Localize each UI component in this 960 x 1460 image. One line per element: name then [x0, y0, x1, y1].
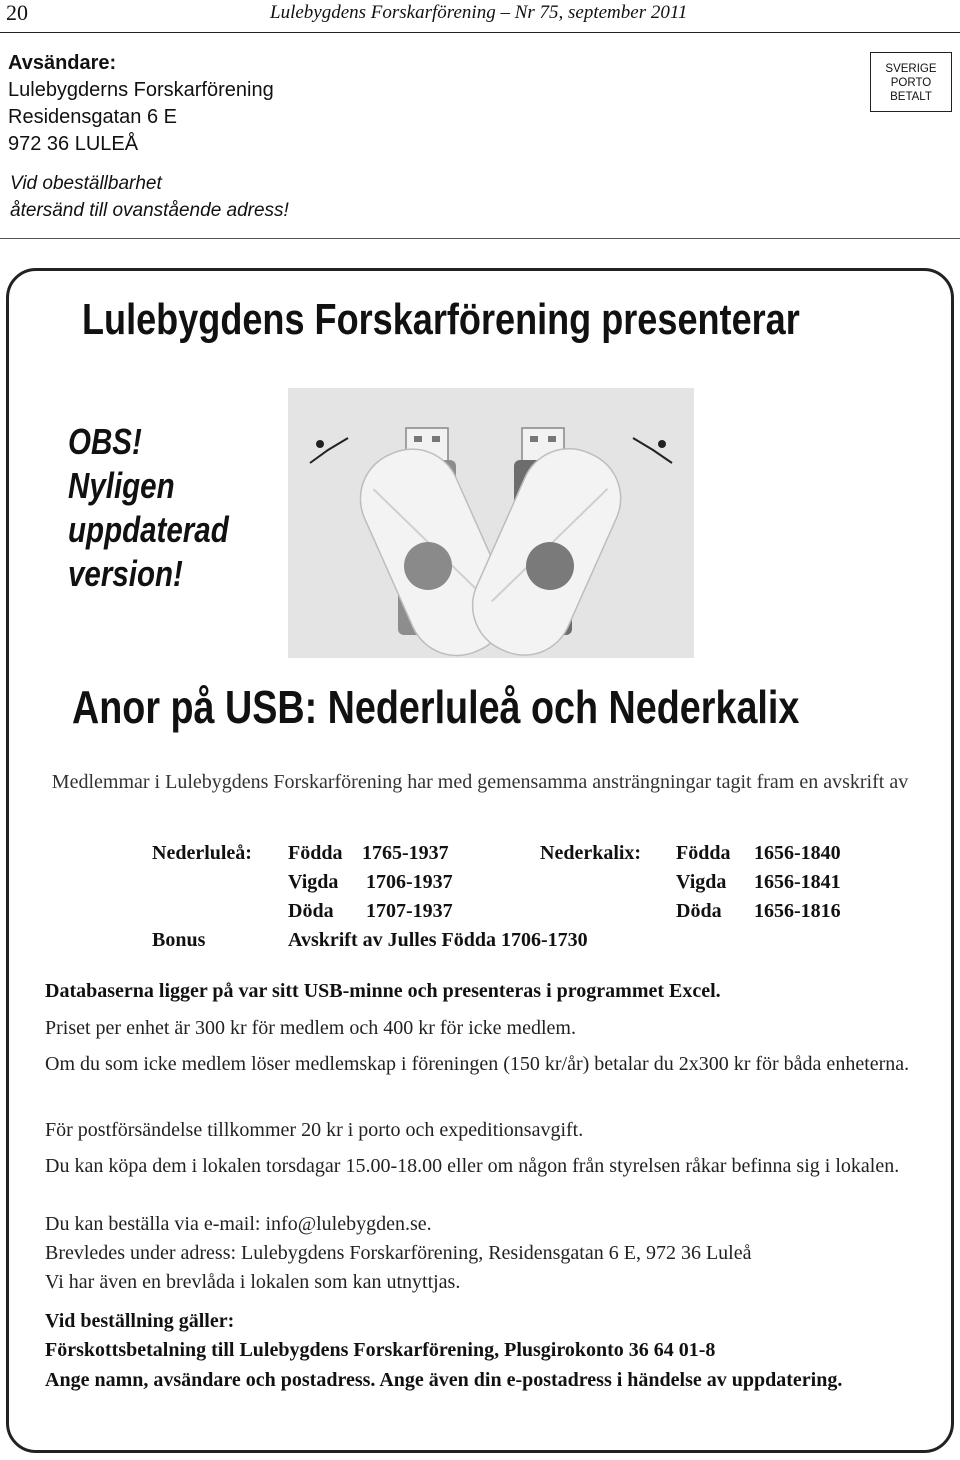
sender-divider: [0, 238, 960, 239]
return-line-1: Vid obeställbarhet: [10, 173, 162, 194]
update-notice: [68, 420, 229, 596]
notice-line-2: Nyligen: [68, 465, 175, 506]
bonus-label: Bonus: [152, 929, 206, 951]
nederkalix-row-2-type: Vigda: [676, 871, 727, 893]
nederlulea-row-1-type: Födda: [288, 842, 343, 864]
return-line-2: återsänd till ovanstående adress!: [10, 200, 289, 221]
intro-text: Medlemmar i Lulebygdens Forskarförening har med gemensamma ansträngningar tagit fram en avskrift av: [51, 771, 909, 793]
databases-text: Databaserna ligger på var sitt USB-minne och presenteras i programmet Excel.: [45, 980, 721, 1002]
nederkalix-row-1-years: 1656-1840: [754, 842, 841, 864]
nederlulea-row-3-type: Döda: [288, 900, 334, 922]
nederkalix-row-3-type: Döda: [676, 900, 722, 922]
info-databases: [45, 977, 925, 1005]
return-note: [10, 170, 289, 224]
notice-line-1: OBS!: [68, 421, 142, 462]
advert-title: Lulebygdens Forskarförening presenterar: [82, 295, 800, 344]
nederlulea-row-3-years: 1707-1937: [366, 900, 453, 922]
nederkalix-row-2-years: 1656-1841: [754, 871, 841, 893]
order-details-text: Ange namn, avsändare och postadress. Ange även din e-postadress i händelse av uppdatering.: [45, 1369, 843, 1391]
publication-title: Lulebygdens Forskarförening – Nr 75, september 2011: [270, 2, 688, 23]
usb-sticks-illustration: [288, 388, 694, 658]
info-postage: För postförsändelse tillkommer 20 kr i porto och expeditionsavgift.: [45, 1119, 584, 1141]
order-heading-text: Vid beställning gäller:: [45, 1310, 235, 1332]
order-details: [45, 1366, 925, 1394]
nederkalix-row-1-type: Födda: [676, 842, 731, 864]
order-payment-text: Förskottsbetalning till Lulebygdens Forskarförening, Plusgirokonto 36 64 01-8: [45, 1339, 716, 1361]
header-divider: [0, 32, 960, 33]
notice-line-4: version!: [68, 553, 183, 594]
sender-name: Lulebygderns Forskarförening: [8, 79, 274, 101]
sender-block: [8, 50, 274, 158]
nederlulea-row-2-type: Vigda: [288, 871, 339, 893]
sender-city: 972 36 LULEÅ: [8, 133, 139, 155]
nederlulea-label: Nederluleå:: [152, 842, 252, 864]
info-mailbox: Vi har även en brevlåda i lokalen som kan utnyttjas.: [45, 1271, 461, 1293]
stamp-line-1: SVERIGE: [885, 63, 937, 75]
info-email: Du kan beställa via e-mail: info@lulebygden.se.: [45, 1213, 432, 1235]
nederlulea-row-1-years: 1765-1937: [362, 842, 449, 864]
notice-line-3: uppdaterad: [68, 509, 229, 550]
nederlulea-row-2-years: 1706-1937: [366, 871, 453, 893]
nederkalix-row-3-years: 1656-1816: [754, 900, 841, 922]
usb-sticks-photo: [288, 388, 694, 658]
postage-stamp-box: [870, 52, 952, 112]
sender-street: Residensgatan 6 E: [8, 106, 178, 128]
bonus-text: Avskrift av Julles Födda 1706-1730: [288, 929, 588, 951]
info-membership: Om du som icke medlem löser medlemskap i föreningen (150 kr/år) betalar du 2x300 kr för båda enheterna.: [45, 1053, 910, 1075]
page-number: 20: [6, 0, 28, 25]
order-payment: [45, 1336, 925, 1364]
stamp-line-3: BETALT: [890, 91, 932, 103]
info-price: Priset per enhet är 300 kr för medlem och 400 kr för icke medlem.: [45, 1017, 576, 1039]
nederkalix-label: Nederkalix:: [540, 842, 642, 864]
info-buy-local: Du kan köpa dem i lokalen torsdagar 15.00-18.00 eller om någon från styrelsen råkar befinna sig i lokalen.: [45, 1155, 900, 1177]
sender-label: Avsändare:: [8, 52, 117, 74]
order-heading: [45, 1307, 925, 1335]
stamp-line-2: PORTO: [890, 77, 932, 89]
info-postal: Brevledes under adress: Lulebygdens Forskarförening, Residensgatan 6 E, 972 36 Luleå: [45, 1242, 752, 1264]
advert-subtitle: Anor på USB: Nederluleå och Nederkalix: [72, 681, 800, 733]
